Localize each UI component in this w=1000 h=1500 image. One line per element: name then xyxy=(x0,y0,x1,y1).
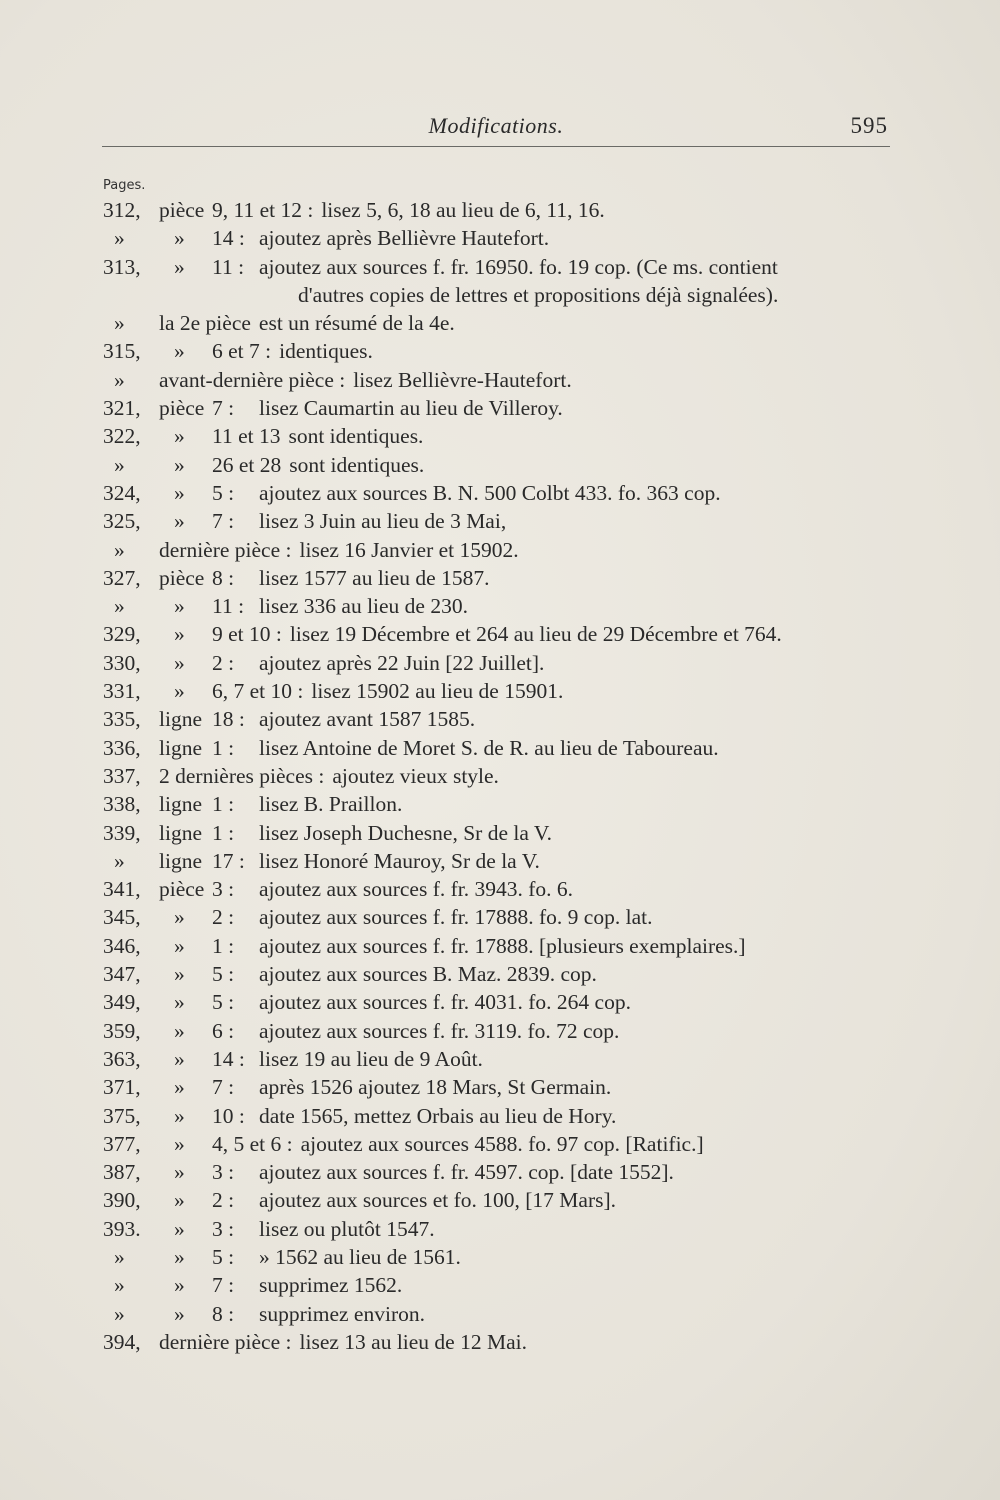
entry-page-ref: 347, xyxy=(103,962,141,987)
correction-entry xyxy=(102,649,902,677)
entry-page-ref: 393. xyxy=(103,1216,141,1241)
entry-item-number: 9, 11 et 12 : xyxy=(212,198,314,222)
entry-page-ref: 371, xyxy=(103,1075,141,1100)
entry-item-number: 5 : xyxy=(212,1244,235,1269)
entry-correction-text: sont identiques. xyxy=(289,452,425,477)
entry-item-kind: » xyxy=(174,480,185,505)
pages-column-label: Pages. xyxy=(103,178,146,193)
entry-correction-text: ajoutez aux sources f. fr. 4597. cop. [date 1552]. xyxy=(259,1160,674,1185)
correction-entry xyxy=(102,564,902,592)
entry-item-number: 7 : xyxy=(212,509,235,534)
entry-item-number: 5 : xyxy=(212,990,235,1015)
correction-entry xyxy=(102,903,902,931)
entry-item-number: 6 : xyxy=(212,1018,235,1043)
entry-item-number: 1 : xyxy=(212,933,235,958)
correction-entry xyxy=(102,592,902,620)
entry-correction-text: ajoutez aux sources f. fr. 17888. fo. 9 cop. lat. xyxy=(259,905,653,930)
entry-item-number: 3 : xyxy=(212,877,235,902)
entry-item-kind: » xyxy=(174,990,185,1015)
entry-item-kind: » xyxy=(174,1188,185,1213)
entry-page-ref: 390, xyxy=(103,1188,141,1213)
entry-item-number: 6 et 7 : xyxy=(212,339,272,364)
entry-page-ref: 313, xyxy=(103,254,141,279)
correction-entry xyxy=(102,819,902,847)
correction-entry xyxy=(102,677,902,705)
correction-entry xyxy=(102,281,902,309)
page-number: 595 xyxy=(850,113,888,138)
correction-entry xyxy=(102,620,902,648)
entry-correction-text: ajoutez aux sources B. Maz. 2839. cop. xyxy=(259,962,597,987)
correction-entry xyxy=(102,988,902,1016)
entry-page-ref: » xyxy=(114,226,125,251)
entry-item-number: 18 : xyxy=(212,707,245,732)
entry-page-ref: » xyxy=(114,594,125,619)
entry-correction-text: lisez Bellièvre-Hautefort. xyxy=(353,367,572,392)
header-rule xyxy=(102,146,890,147)
entry-correction-text: lisez Honoré Mauroy, Sr de la V. xyxy=(259,848,540,873)
entry-item-number: 3 : xyxy=(212,1160,235,1185)
entry-page-ref: » xyxy=(114,1244,125,1269)
entry-item-kind: » xyxy=(174,1131,185,1156)
entry-item-number: 8 : xyxy=(212,565,235,590)
entry-item-kind: » xyxy=(174,622,185,647)
entry-item-kind: pièce xyxy=(159,877,205,902)
entry-page-ref: 377, xyxy=(103,1131,141,1156)
entry-correction-text: ajoutez vieux style. xyxy=(332,763,499,788)
correction-entry xyxy=(102,932,902,960)
entry-item-kind: ligne xyxy=(159,792,202,817)
entry-item-kind: » xyxy=(174,254,185,279)
entry-correction-text: ajoutez aux sources f. fr. 17888. [plusieurs exemplaires.] xyxy=(259,933,746,958)
entry-correction-text: ajoutez aux sources 4588. fo. 97 cop. [Ratific.] xyxy=(300,1131,704,1156)
correction-entry xyxy=(102,451,902,479)
entry-correction-text: supprimez 1562. xyxy=(259,1273,403,1298)
entry-item-kind: » xyxy=(174,424,185,449)
correction-entry xyxy=(102,960,902,988)
entry-item-kind: dernière pièce : xyxy=(159,537,292,562)
correction-entry xyxy=(102,479,902,507)
entry-page-ref: » xyxy=(114,1301,125,1326)
correction-entry xyxy=(102,507,902,535)
entry-page-ref: » xyxy=(114,311,125,336)
correction-entry xyxy=(102,253,902,281)
entry-page-ref: 321, xyxy=(103,396,141,421)
corrections-list xyxy=(102,196,902,1356)
entry-page-ref: 312, xyxy=(103,198,141,222)
entry-item-kind: » xyxy=(174,509,185,534)
entry-page-ref: » xyxy=(114,537,125,562)
entry-item-number: 7 : xyxy=(212,396,235,421)
entry-item-number: 10 : xyxy=(212,1103,245,1128)
entry-page-ref: 338, xyxy=(103,792,141,817)
entry-correction-text: lisez 15902 au lieu de 15901. xyxy=(311,679,564,704)
entry-page-ref: 325, xyxy=(103,509,141,534)
entry-item-number: 9 et 10 : xyxy=(212,622,282,647)
entry-correction-text: après 1526 ajoutez 18 Mars, St Germain. xyxy=(259,1075,612,1100)
entry-item-kind: » xyxy=(174,1018,185,1043)
correction-entry xyxy=(102,1102,902,1130)
entry-page-ref: 324, xyxy=(103,480,141,505)
entry-item-kind: » xyxy=(174,1273,185,1298)
correction-entry xyxy=(102,196,902,224)
entry-item-kind: » xyxy=(174,1301,185,1326)
entry-correction-text: lisez Antoine de Moret S. de R. au lieu de Taboureau. xyxy=(259,735,719,760)
entry-page-ref: 335, xyxy=(103,707,141,732)
entry-item-kind: la 2e pièce xyxy=(159,311,251,336)
entry-page-ref: 349, xyxy=(103,990,141,1015)
running-title: Modifications. xyxy=(428,113,564,138)
correction-entry xyxy=(102,1130,902,1158)
entry-item-number: 1 : xyxy=(212,735,235,760)
entry-item-number: 2 : xyxy=(212,650,235,675)
entry-item-number: 2 : xyxy=(212,1188,235,1213)
entry-page-ref: 341, xyxy=(103,877,141,902)
entry-item-number: 3 : xyxy=(212,1216,235,1241)
entry-item-number: 17 : xyxy=(212,848,245,873)
entry-correction-text: lisez 16 Janvier et 15902. xyxy=(299,537,519,562)
entry-correction-text: lisez 5, 6, 18 au lieu de 6, 11, 16. xyxy=(321,198,605,222)
correction-entry xyxy=(102,224,902,252)
correction-entry xyxy=(102,366,902,394)
entry-correction-text: lisez ou plutôt 1547. xyxy=(259,1216,435,1241)
entry-item-kind: » xyxy=(174,339,185,364)
entry-page-ref: 394, xyxy=(103,1329,141,1354)
correction-entry xyxy=(102,1045,902,1073)
entry-item-kind: » xyxy=(174,1075,185,1100)
entry-item-kind: » xyxy=(174,650,185,675)
entry-item-kind: » xyxy=(174,905,185,930)
correction-entry xyxy=(102,734,902,762)
entry-correction-text: supprimez environ. xyxy=(259,1301,425,1326)
correction-entry xyxy=(102,847,902,875)
entry-item-number: 1 : xyxy=(212,820,235,845)
entry-correction-text: sont identiques. xyxy=(288,424,424,449)
entry-item-kind: » xyxy=(174,226,185,251)
correction-entry xyxy=(102,1328,902,1356)
entry-page-ref: » xyxy=(114,452,125,477)
entry-correction-text: ajoutez aux sources et fo. 100, [17 Mars]. xyxy=(259,1188,617,1213)
correction-entry xyxy=(102,1158,902,1186)
entry-item-kind: dernière pièce : xyxy=(159,1329,292,1354)
correction-entry xyxy=(102,762,902,790)
entry-page-ref: 375, xyxy=(103,1103,141,1128)
entry-item-number: 2 : xyxy=(212,905,235,930)
entry-page-ref: » xyxy=(114,1273,125,1298)
entry-correction-text: lisez 13 au lieu de 12 Mai. xyxy=(299,1329,527,1354)
entry-item-kind: 2 dernières pièces : xyxy=(159,763,325,788)
entry-item-kind: pièce xyxy=(159,565,205,590)
entry-item-kind: pièce xyxy=(159,396,205,421)
entry-correction-text: ajoutez aux sources f. fr. 3119. fo. 72 cop. xyxy=(259,1018,620,1043)
entry-page-ref: 327, xyxy=(103,565,141,590)
entry-item-kind: » xyxy=(174,452,185,477)
entry-correction-text: est un résumé de la 4e. xyxy=(258,311,455,336)
entry-page-ref: 345, xyxy=(103,905,141,930)
entry-item-number: 26 et 28 xyxy=(212,452,282,477)
entry-page-ref: 336, xyxy=(103,735,141,760)
entry-correction-text: lisez 19 Décembre et 264 au lieu de 29 Décembre et 764. xyxy=(289,622,782,647)
entry-correction-text: ajoutez aux sources f. fr. 4031. fo. 264 cop. xyxy=(259,990,631,1015)
entry-item-kind: » xyxy=(174,1216,185,1241)
entry-item-number: 5 : xyxy=(212,480,235,505)
entry-correction-text: ajoutez après Bellièvre Hautefort. xyxy=(259,226,550,251)
entry-item-kind: ligne xyxy=(159,820,202,845)
correction-entry xyxy=(102,337,902,365)
entry-item-number: 11 : xyxy=(212,594,245,619)
correction-entry xyxy=(102,1186,902,1214)
correction-entry xyxy=(102,1215,902,1243)
entry-item-number: 4, 5 et 6 : xyxy=(212,1131,293,1156)
correction-entry xyxy=(102,790,902,818)
entry-page-ref: 337, xyxy=(103,763,141,788)
page-header xyxy=(102,113,890,149)
entry-page-ref: 322, xyxy=(103,424,141,449)
entry-page-ref: 330, xyxy=(103,650,141,675)
correction-entry xyxy=(102,1017,902,1045)
correction-entry xyxy=(102,1271,902,1299)
correction-entry xyxy=(102,705,902,733)
entry-item-kind: ligne xyxy=(159,735,202,760)
entry-item-kind: » xyxy=(174,933,185,958)
entry-item-number: 14 : xyxy=(212,226,245,251)
entry-item-kind: » xyxy=(174,1103,185,1128)
correction-entry xyxy=(102,1243,902,1271)
entry-correction-text: ajoutez aux sources f. fr. 3943. fo. 6. xyxy=(259,877,574,902)
entry-page-ref: 331, xyxy=(103,679,141,704)
entry-correction-text: date 1565, mettez Orbais au lieu de Hory. xyxy=(259,1103,617,1128)
correction-entry xyxy=(102,422,902,450)
correction-entry xyxy=(102,1073,902,1101)
entry-correction-text: ajoutez avant 1587 1585. xyxy=(259,707,476,732)
entry-page-ref: » xyxy=(114,367,125,392)
entry-page-ref: 329, xyxy=(103,622,141,647)
entry-item-kind: » xyxy=(174,679,185,704)
correction-entry xyxy=(102,1300,902,1328)
entry-correction-text: lisez B. Praillon. xyxy=(259,792,403,817)
entry-item-kind: avant-dernière pièce : xyxy=(159,367,346,392)
entry-page-ref: 346, xyxy=(103,933,141,958)
entry-item-kind: » xyxy=(174,594,185,619)
entry-correction-text: d'autres copies de lettres et propositions déjà signalées). xyxy=(298,282,779,307)
entry-item-kind: pièce xyxy=(159,198,205,222)
entry-correction-text: ajoutez aux sources B. N. 500 Colbt 433. fo. 363 cop. xyxy=(259,480,721,505)
entry-item-kind: » xyxy=(174,1046,185,1071)
entry-item-kind: » xyxy=(174,1244,185,1269)
correction-entry xyxy=(102,309,902,337)
entry-page-ref: 339, xyxy=(103,820,141,845)
entry-page-ref: 315, xyxy=(103,339,141,364)
correction-entry xyxy=(102,394,902,422)
entry-item-number: 7 : xyxy=(212,1075,235,1100)
entry-page-ref: » xyxy=(114,848,125,873)
entry-correction-text: identiques. xyxy=(279,339,373,364)
entry-item-number: 11 et 13 xyxy=(212,424,281,449)
entry-correction-text: ajoutez aux sources f. fr. 16950. fo. 19 cop. (Ce ms. contient xyxy=(259,254,778,279)
entry-item-number: 7 : xyxy=(212,1273,235,1298)
entry-correction-text: lisez 1577 au lieu de 1587. xyxy=(259,565,490,590)
entry-item-kind: ligne xyxy=(159,848,202,873)
entry-correction-text: lisez Caumartin au lieu de Villeroy. xyxy=(259,396,563,421)
entry-item-kind: » xyxy=(174,1160,185,1185)
entry-correction-text: » 1562 au lieu de 1561. xyxy=(259,1244,461,1269)
entry-page-ref: 387, xyxy=(103,1160,141,1185)
entry-correction-text: lisez 3 Juin au lieu de 3 Mai, xyxy=(259,509,507,534)
entry-correction-text: ajoutez après 22 Juin [22 Juillet]. xyxy=(259,650,545,675)
entry-item-number: 14 : xyxy=(212,1046,245,1071)
entry-correction-text: lisez Joseph Duchesne, Sr de la V. xyxy=(259,820,552,845)
entry-item-number: 11 : xyxy=(212,254,245,279)
entry-item-number: 8 : xyxy=(212,1301,235,1326)
entry-item-number: 6, 7 et 10 : xyxy=(212,679,304,704)
entry-page-ref: 359, xyxy=(103,1018,141,1043)
correction-entry xyxy=(102,536,902,564)
entry-item-kind: » xyxy=(174,962,185,987)
entry-page-ref: 363, xyxy=(103,1046,141,1071)
entry-item-number: 5 : xyxy=(212,962,235,987)
entry-item-kind: ligne xyxy=(159,707,202,732)
entry-correction-text: lisez 336 au lieu de 230. xyxy=(259,594,468,619)
entry-correction-text: lisez 19 au lieu de 9 Août. xyxy=(259,1046,483,1071)
correction-entry xyxy=(102,875,902,903)
entry-item-number: 1 : xyxy=(212,792,235,817)
